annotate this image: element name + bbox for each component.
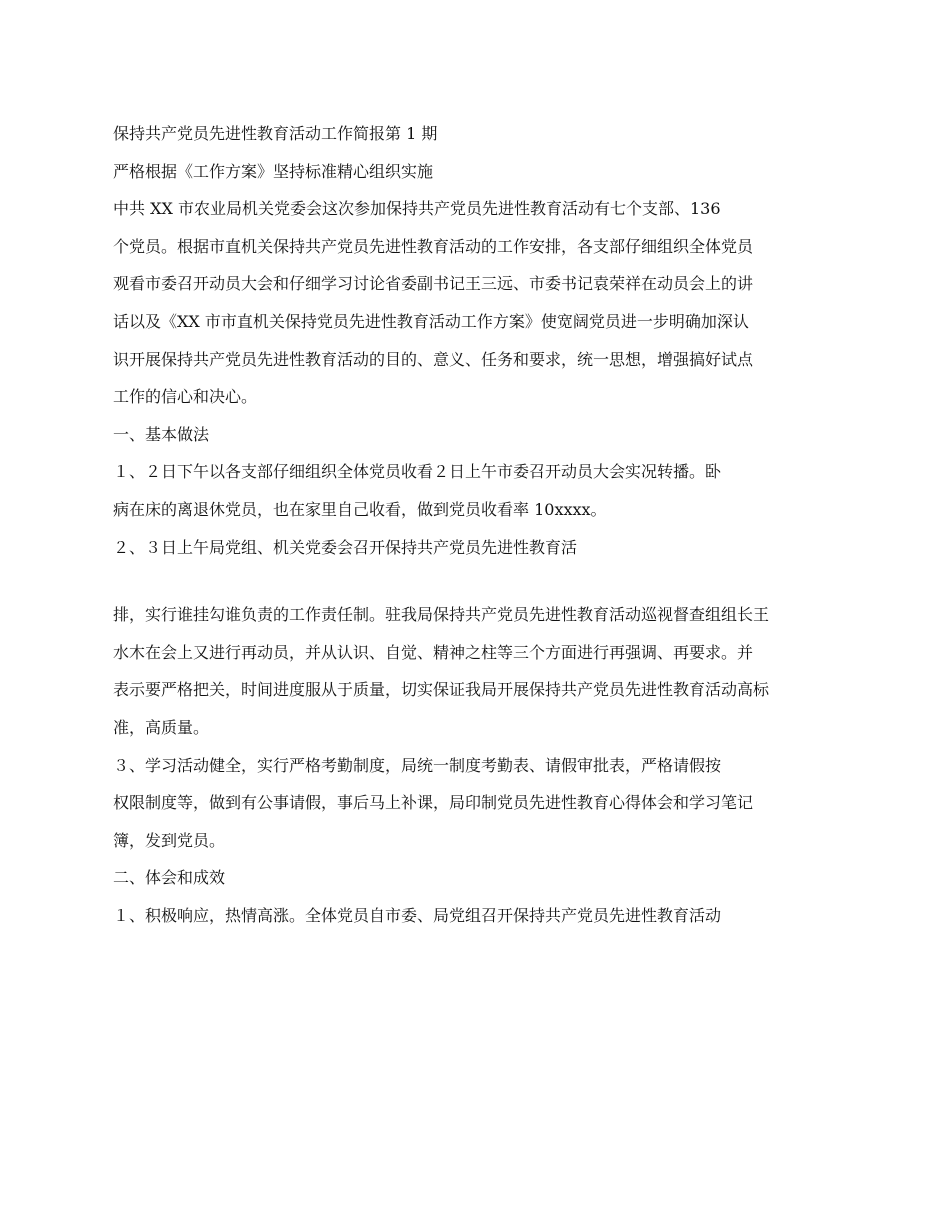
text-line: 簿，发到党员。: [113, 830, 226, 850]
document-body: [113, 124, 845, 943]
text-line: 工作的信心和决心。: [113, 387, 258, 407]
text-line: 准，高质量。: [113, 717, 210, 737]
section-heading: 二、体会和成效: [113, 868, 226, 888]
text-line: 识开展保持共产党员先进性教育活动的目的、意义、任务和要求，统一思想，增强搞好试点: [113, 349, 754, 369]
text-line: 水木在会上又进行再动员，并从认识、自觉、精神之柱等三个方面进行再强调、再要求。并: [113, 642, 754, 662]
document-title: 保持共产党员先进性教育活动工作简报第 1 期: [113, 124, 438, 143]
text-line: 排，实行谁挂勾谁负责的工作责任制。驻我局保持共产党员先进性教育活动巡视督查组组长王: [113, 605, 770, 625]
text-line: ３、学习活动健全，实行严格考勤制度，局统一制度考勤表、请假审批表，严格请假按: [113, 755, 722, 775]
text-line: 话以及《XX 市市直机关保持党员先进性教育活动工作方案》使宽阔党员进一步明确加深认: [113, 311, 749, 331]
section-heading: 一、基本做法: [113, 424, 210, 444]
page-gap: [113, 575, 845, 605]
text-line: ２、３日上午局党组、机关党委会召开保持共产党员先进性教育活: [113, 537, 578, 557]
text-line: 中共 XX 市农业局机关党委会这次参加保持共产党员先进性教育活动有七个支部、136: [113, 199, 721, 219]
text-line: 表示要严格把关，时间进度服从于质量，切实保证我局开展保持共产党员先进性教育活动高标: [113, 680, 770, 700]
text-line: 权限制度等，做到有公事请假，事后马上补课，局印制党员先进性教育心得体会和学习笔记: [113, 793, 754, 813]
text-line: 个党员。根据市直机关保持共产党员先进性教育活动的工作安排，各支部仔细组织全体党员: [113, 236, 754, 256]
text-line: 观看市委召开动员大会和仔细学习讨论省委副书记王三远、市委书记袁荣祥在动员会上的讲: [113, 274, 754, 294]
text-line: 病在床的离退休党员，也在家里自己收看，做到党员收看率 10xxxx。: [113, 499, 607, 519]
text-line: １、２日下午以各支部仔细组织全体党员收看２日上午市委召开动员大会实况转播。卧: [113, 462, 722, 482]
text-line: １、积极响应，热情高涨。全体党员自市委、局党组召开保持共产党员先进性教育活动: [113, 905, 722, 925]
document-subtitle: 严格根据《工作方案》坚持标准精心组织实施: [113, 161, 434, 181]
